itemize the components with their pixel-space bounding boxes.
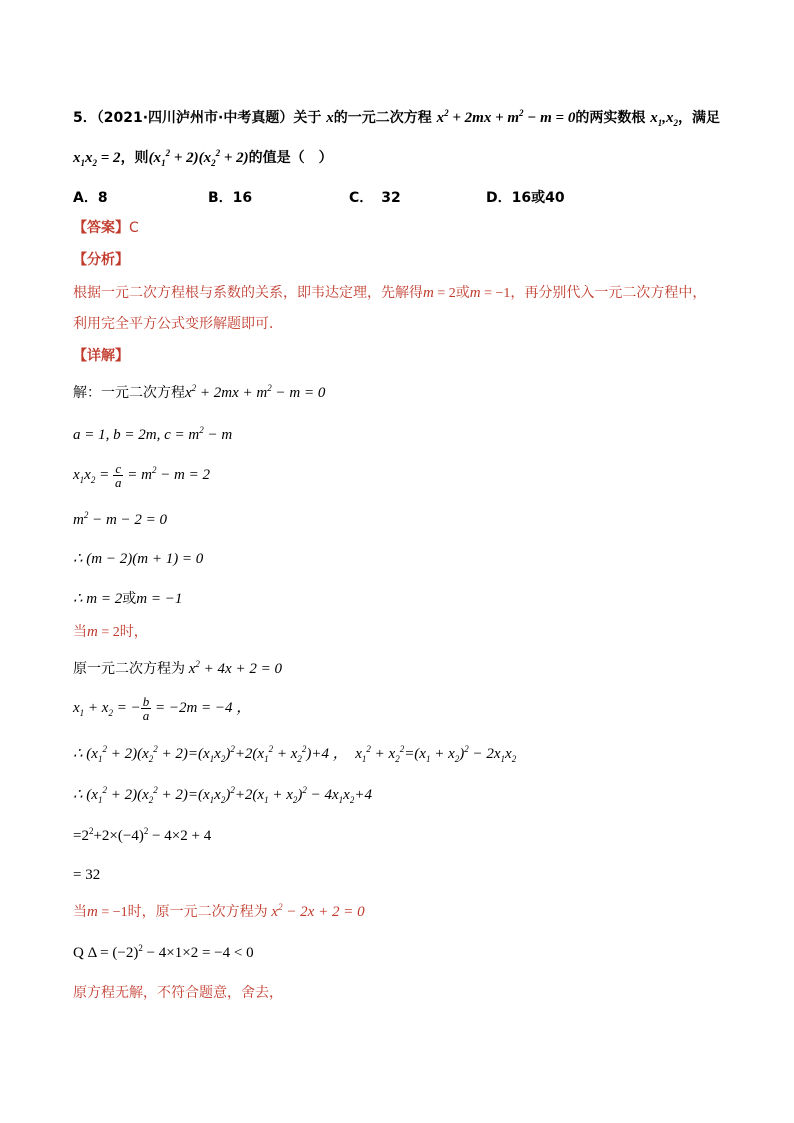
answer-label: 【答案】 bbox=[73, 220, 129, 236]
analysis-label: 【分析】 bbox=[73, 252, 129, 268]
analysis-text-line1: 根据一元二次方程根与系数的关系，即韦达定理，先解得m = 2或m = −1，再分别代入一元二次方程中， bbox=[73, 285, 707, 301]
analysis-text-line2: 利用完全平方公式变形解题即可． bbox=[73, 316, 283, 332]
option-b: B．16 bbox=[208, 190, 253, 206]
answer-value: C bbox=[129, 220, 139, 236]
option-a: A．8 bbox=[73, 190, 108, 206]
solution-step-13: Q $\Delta = (-2)^2 - 4\times 1\times 2 = -4 < 0$ bbox=[73, 943, 254, 961]
solution-step-11: $=2^2+2\times(-4)^2 - 4\times 2 + 4$ bbox=[73, 826, 212, 844]
question-source: （2021·四川泸州市·中考真题） bbox=[96, 110, 294, 126]
answer-line bbox=[73, 218, 139, 238]
math-equation: $x^2 + 2mx + m^2 - m = 0$ bbox=[436, 108, 576, 126]
question-stem-line2: $x_1x_2 = 2$，则$(x_1^2 + 2)(x_2^2 + 2)$的值是（ ） bbox=[73, 148, 333, 168]
option-d: D．16或40 bbox=[486, 190, 565, 206]
solution-step-9: ∴ $(x_1^2 + 2)(x_2^2 + 2)=(x_1x_2)^2+2(x_1^2 + x_2^2)+4$ ， $x_1^2 + x_2^2=(x_1 + x_2)^2 - 2x_1x_2$ bbox=[73, 744, 517, 764]
case-m-equals-2: 当m = 2时， bbox=[73, 624, 148, 640]
solution-step-8: $x_1 + x_2$ = − $\frac{b}{a}$ = −2m = −4 ， bbox=[73, 694, 252, 723]
math-product: $x_1x_2 = 2$ bbox=[73, 150, 121, 168]
question-number: 5 bbox=[73, 110, 83, 126]
conclusion-line: 原方程无解，不符合题意，舍去， bbox=[73, 985, 283, 1001]
option-c: C． 32 bbox=[349, 190, 401, 206]
solution-step-7: 原一元二次方程为 $x^2 + 4x + 2 = 0$ bbox=[73, 659, 282, 677]
math-expression: $(x_1^2 + 2)(x_2^2 + 2)$ bbox=[148, 148, 249, 168]
math-roots: $x_1,x_2$ bbox=[650, 110, 678, 128]
solution-step-12: = 32 bbox=[73, 867, 101, 883]
solution-step-10: ∴ $(x_1^2 + 2)(x_2^2 + 2)=(x_1x_2)^2+2(x_1 + x_2)^2 - 4x_1x_2+4$ bbox=[73, 785, 372, 805]
case-m-equals-neg1: 当m = −1时，原一元二次方程为 $x^2 - 2x + 2 = 0$ bbox=[73, 902, 365, 920]
solution-step-6: ∴ m = 2或m = −1 bbox=[73, 591, 183, 607]
detail-label: 【详解】 bbox=[73, 348, 129, 364]
solution-step-1: 解：一元二次方程$x^2 + 2mx + m^2 - m = 0$ bbox=[73, 383, 326, 401]
solution-step-5: ∴ (m − 2)(m + 1) = 0 bbox=[73, 551, 204, 567]
solution-step-4: $m^2 - m - 2 = 0$ bbox=[73, 510, 168, 528]
solution-step-3: $x_1x_2$ = $\frac{c}{a}$ = $m^2 - m = 2$ bbox=[73, 461, 211, 490]
solution-step-2: a = 1, b = 2m, $c = m^2 - m$ bbox=[73, 425, 233, 443]
math-var-x: x bbox=[326, 110, 334, 126]
question-stem-line1: 5．（2021·四川泸州市·中考真题）关于 x的一元二次方程 $x^2 + 2mx + m^2 - m = 0$的两实数根 $x_1,x_2$，满足 bbox=[73, 108, 720, 128]
